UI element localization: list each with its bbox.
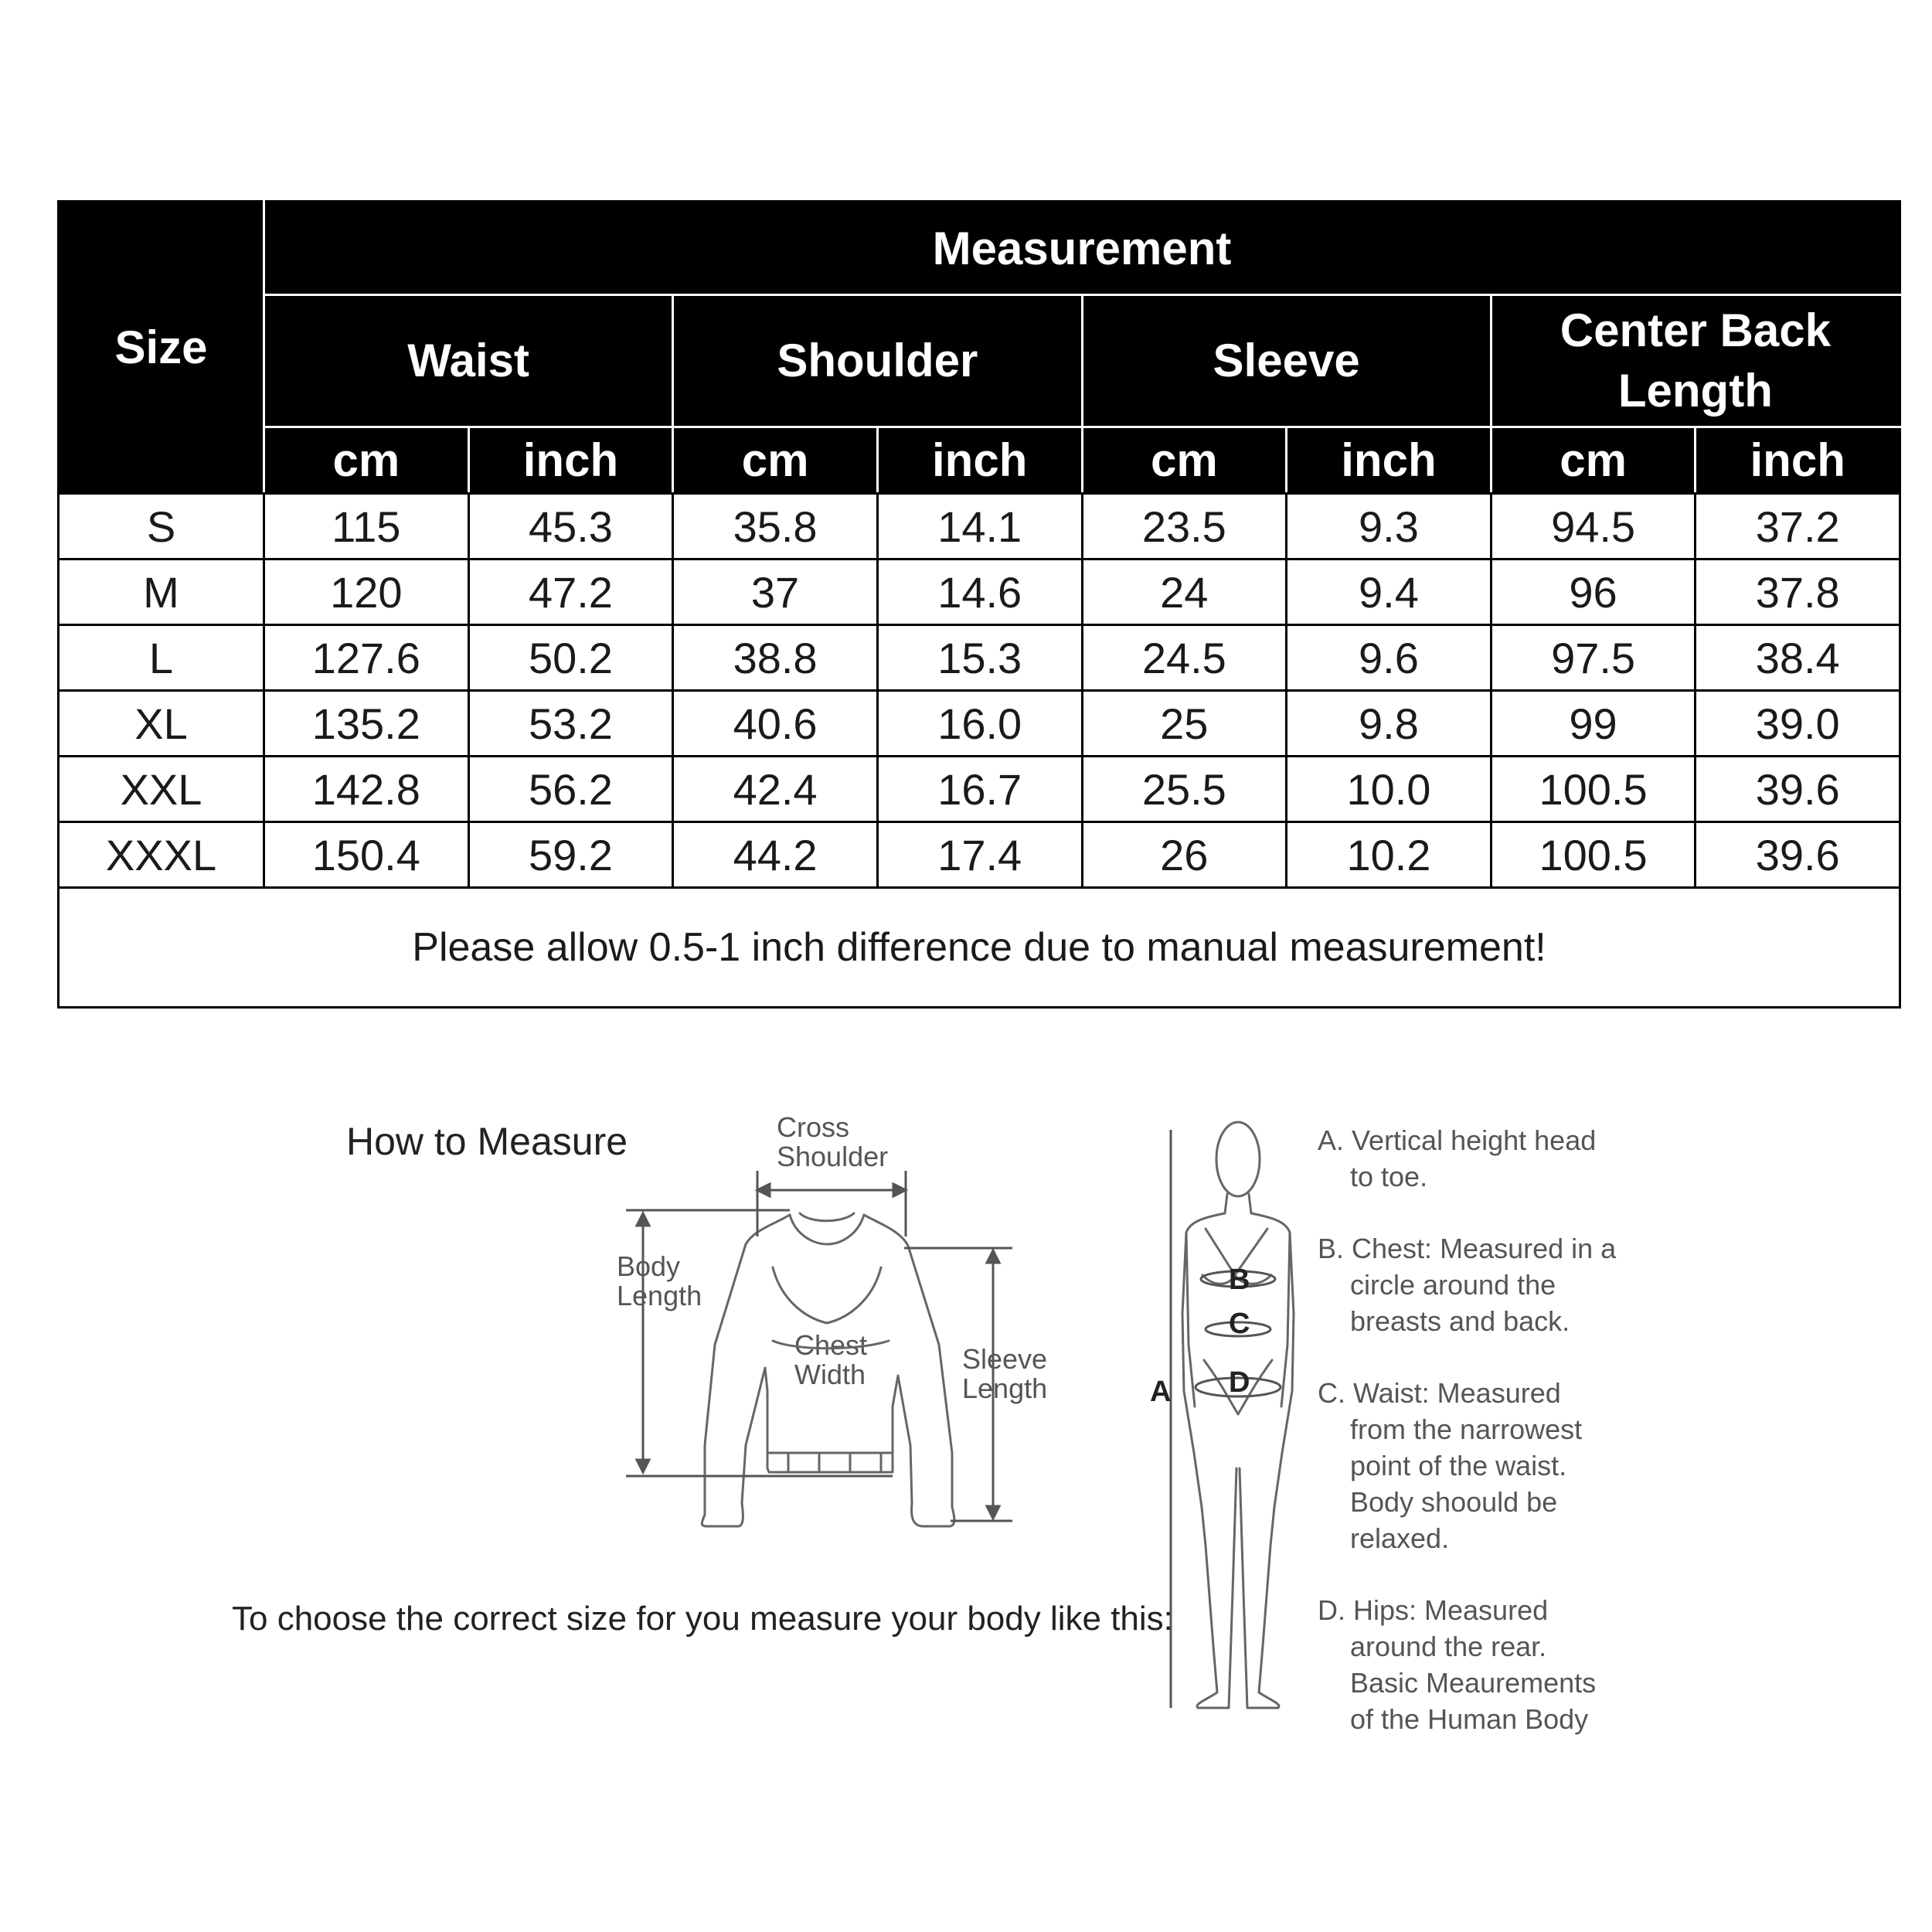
value-cell: 39.6 (1696, 822, 1900, 888)
column-header-sleeve: Sleeve (1082, 295, 1491, 427)
unit-header: cm (1491, 427, 1696, 494)
chest-width-label: Chest Width (794, 1329, 868, 1390)
value-cell: 99 (1491, 691, 1696, 757)
value-cell: 56.2 (468, 757, 673, 822)
description-line: point of the waist. (1350, 1450, 1567, 1481)
body-letter-b: B (1229, 1264, 1250, 1296)
measurement-description-item (1318, 1122, 1719, 1195)
description-line: circle around the (1350, 1269, 1556, 1301)
size-cell: XL (59, 691, 264, 757)
column-header-shoulder: Shoulder (673, 295, 1082, 427)
description-line: B. Chest: Measured in a (1318, 1233, 1617, 1264)
value-cell: 23.5 (1082, 494, 1287, 560)
value-cell: 39.6 (1696, 757, 1900, 822)
value-cell: 42.4 (673, 757, 878, 822)
value-cell: 26 (1082, 822, 1287, 888)
value-cell: 37 (673, 560, 878, 625)
body-letter-a: A (1150, 1376, 1172, 1408)
unit-header: cm (673, 427, 878, 494)
value-cell: 16.7 (877, 757, 1082, 822)
value-cell: 10.2 (1287, 822, 1492, 888)
value-cell: 24 (1082, 560, 1287, 625)
unit-header: inch (1287, 427, 1492, 494)
value-cell: 9.4 (1287, 560, 1492, 625)
value-cell: 9.6 (1287, 625, 1492, 691)
value-cell: 127.6 (264, 625, 469, 691)
size-cell: XXL (59, 757, 264, 822)
size-cell: M (59, 560, 264, 625)
sleeve-length-label: Sleeve Length (962, 1343, 1048, 1404)
value-cell: 100.5 (1491, 757, 1696, 822)
size-header: Size (59, 202, 264, 494)
value-cell: 38.4 (1696, 625, 1900, 691)
value-cell: 45.3 (468, 494, 673, 560)
unit-header: inch (468, 427, 673, 494)
size-cell: XXXL (59, 822, 264, 888)
measurement-note: Please allow 0.5-1 inch difference due to manual measurement! (59, 888, 1900, 1008)
table-row (59, 560, 1900, 625)
value-cell: 96 (1491, 560, 1696, 625)
value-cell: 37.2 (1696, 494, 1900, 560)
value-cell: 115 (264, 494, 469, 560)
value-cell: 9.8 (1287, 691, 1492, 757)
description-line: from the narrowest (1350, 1413, 1583, 1445)
unit-header: inch (877, 427, 1082, 494)
value-cell: 25.5 (1082, 757, 1287, 822)
value-cell: 120 (264, 560, 469, 625)
unit-header: cm (1082, 427, 1287, 494)
description-line: of the Human Body (1350, 1703, 1589, 1735)
body-length-label: Body Length (617, 1250, 702, 1311)
description-line: to toe. (1350, 1161, 1428, 1192)
value-cell: 14.1 (877, 494, 1082, 560)
measurement-description-item (1318, 1592, 1719, 1737)
value-cell: 50.2 (468, 625, 673, 691)
value-cell: 142.8 (264, 757, 469, 822)
table-row (59, 494, 1900, 560)
value-cell: 59.2 (468, 822, 673, 888)
value-cell: 38.8 (673, 625, 878, 691)
measurement-description-item (1318, 1375, 1719, 1556)
value-cell: 24.5 (1082, 625, 1287, 691)
value-cell: 40.6 (673, 691, 878, 757)
unit-header: inch (1696, 427, 1900, 494)
value-cell: 100.5 (1491, 822, 1696, 888)
value-cell: 135.2 (264, 691, 469, 757)
unit-header: cm (264, 427, 469, 494)
description-line: D. Hips: Measured (1318, 1594, 1549, 1626)
description-line: around the rear. (1350, 1631, 1547, 1662)
cross-shoulder-label: Cross Shoulder (777, 1111, 889, 1172)
value-cell: 25 (1082, 691, 1287, 757)
value-cell: 47.2 (468, 560, 673, 625)
value-cell: 15.3 (877, 625, 1082, 691)
body-letter-d: D (1229, 1366, 1250, 1399)
value-cell: 44.2 (673, 822, 878, 888)
size-cell: S (59, 494, 264, 560)
choose-size-instruction: To choose the correct size for you measure your body like this: (232, 1600, 1173, 1638)
value-cell: 150.4 (264, 822, 469, 888)
table-row (59, 822, 1900, 888)
column-header-center-back-length: Center Back Length (1491, 295, 1900, 427)
value-cell: 37.8 (1696, 560, 1900, 625)
value-cell: 94.5 (1491, 494, 1696, 560)
value-cell: 35.8 (673, 494, 878, 560)
body-letter-c: C (1229, 1308, 1250, 1340)
value-cell: 97.5 (1491, 625, 1696, 691)
measurement-header: Measurement (264, 202, 1900, 295)
measurement-descriptions (1318, 1122, 1719, 1773)
value-cell: 9.3 (1287, 494, 1492, 560)
column-header-waist: Waist (264, 295, 673, 427)
description-line: relaxed. (1350, 1522, 1450, 1554)
description-line: Body shoould be (1350, 1486, 1558, 1518)
size-cell: L (59, 625, 264, 691)
description-line: A. Vertical height head (1318, 1124, 1597, 1156)
value-cell: 10.0 (1287, 757, 1492, 822)
description-line: C. Waist: Measured (1318, 1377, 1561, 1409)
value-cell: 16.0 (877, 691, 1082, 757)
body-diagram (1182, 1122, 1294, 1708)
measurement-description-item (1318, 1230, 1719, 1339)
description-line: Basic Meaurements (1350, 1667, 1597, 1699)
how-to-measure-title: How to Measure (346, 1120, 628, 1163)
table-row (59, 625, 1900, 691)
table-row (59, 691, 1900, 757)
table-row (59, 757, 1900, 822)
value-cell: 53.2 (468, 691, 673, 757)
value-cell: 39.0 (1696, 691, 1900, 757)
size-chart-table (57, 200, 1901, 1009)
value-cell: 17.4 (877, 822, 1082, 888)
description-line: breasts and back. (1350, 1305, 1570, 1337)
value-cell: 14.6 (877, 560, 1082, 625)
